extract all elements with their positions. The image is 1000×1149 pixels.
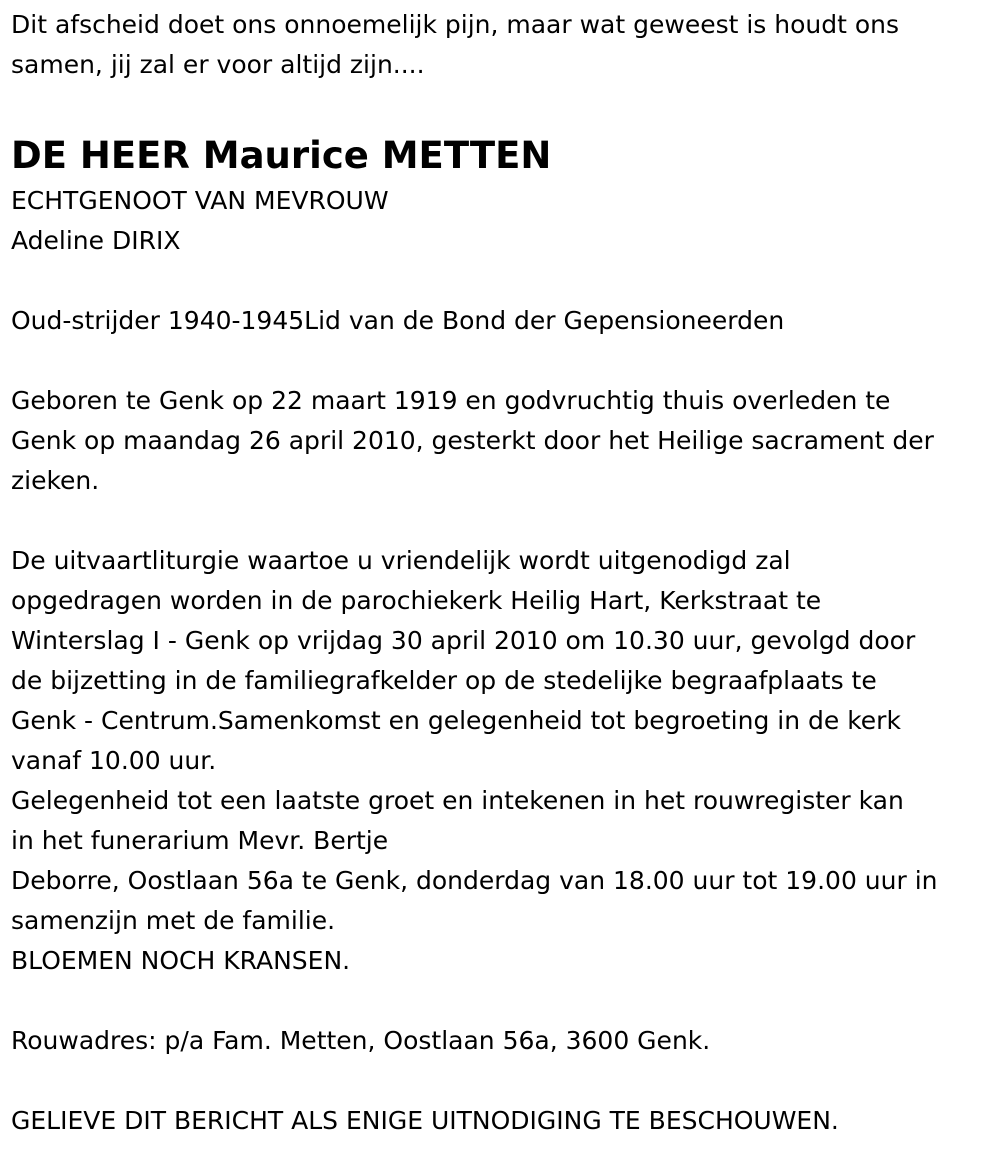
deceased-name-title: DE HEER Maurice METTEN bbox=[11, 134, 552, 177]
intro-quote bbox=[11, 5, 1000, 85]
funeral-line: Gelegenheid tot een laatste groet en intekenen in het rouwregister kan bbox=[11, 786, 904, 815]
invitation-notice: GELIEVE DIT BERICHT ALS ENIGE UITNODIGING TE BESCHOUWEN. bbox=[11, 1106, 839, 1135]
spacer bbox=[11, 501, 1000, 541]
spacer bbox=[11, 1061, 1000, 1101]
funeral-line: Deborre, Oostlaan 56a te Genk, donderdag van 18.00 uur tot 19.00 uur in bbox=[11, 866, 938, 895]
funeral-line: de bijzetting in de familiegrafkelder op de stedelijke begraafplaats te bbox=[11, 666, 877, 695]
funeral-line: De uitvaartliturgie waartoe u vriendelijk wordt uitgenodigd zal bbox=[11, 546, 791, 575]
mourning-address: Rouwadres: p/a Fam. Metten, Oostlaan 56a, 3600 Genk. bbox=[11, 1026, 711, 1055]
funeral-line: vanaf 10.00 uur. bbox=[11, 746, 217, 775]
intro-line: Dit afscheid doet ons onnoemelijk pijn, maar wat geweest is houdt ons bbox=[11, 10, 900, 39]
funeral-line: Genk - Centrum.Samenkomst en gelegenheid tot begroeting in de kerk bbox=[11, 706, 901, 735]
birth-death-paragraph bbox=[11, 381, 1000, 501]
funeral-line: samenzijn met de familie. bbox=[11, 906, 336, 935]
spouse-block bbox=[11, 181, 1000, 261]
funeral-paragraph bbox=[11, 541, 1000, 981]
birth-death-line: Geboren te Genk op 22 maart 1919 en godvruchtig thuis overleden te bbox=[11, 386, 891, 415]
funeral-line: Winterslag I - Genk op vrijdag 30 april 2010 om 10.30 uur, gevolgd door bbox=[11, 626, 916, 655]
funeral-line: opgedragen worden in de parochiekerk Heilig Hart, Kerkstraat te bbox=[11, 586, 822, 615]
intro-line: samen, jij zal er voor altijd zijn.... bbox=[11, 50, 425, 79]
spouse-label: ECHTGENOOT VAN MEVROUW bbox=[11, 186, 389, 215]
no-flowers-note: BLOEMEN NOCH KRANSEN. bbox=[11, 946, 351, 975]
spouse-name: Adeline DIRIX bbox=[11, 226, 181, 255]
spacer bbox=[11, 261, 1000, 301]
funeral-line: in het funerarium Mevr. Bertje bbox=[11, 826, 389, 855]
obituary-notice bbox=[0, 5, 1000, 1149]
spacer bbox=[11, 981, 1000, 1021]
spacer bbox=[11, 341, 1000, 381]
birth-death-line: Genk op maandag 26 april 2010, gesterkt door het Heilige sacrament der bbox=[11, 426, 934, 455]
affiliation-text: Oud-strijder 1940-1945Lid van de Bond der Gepensioneerden bbox=[11, 306, 785, 335]
birth-death-line: zieken. bbox=[11, 466, 100, 495]
